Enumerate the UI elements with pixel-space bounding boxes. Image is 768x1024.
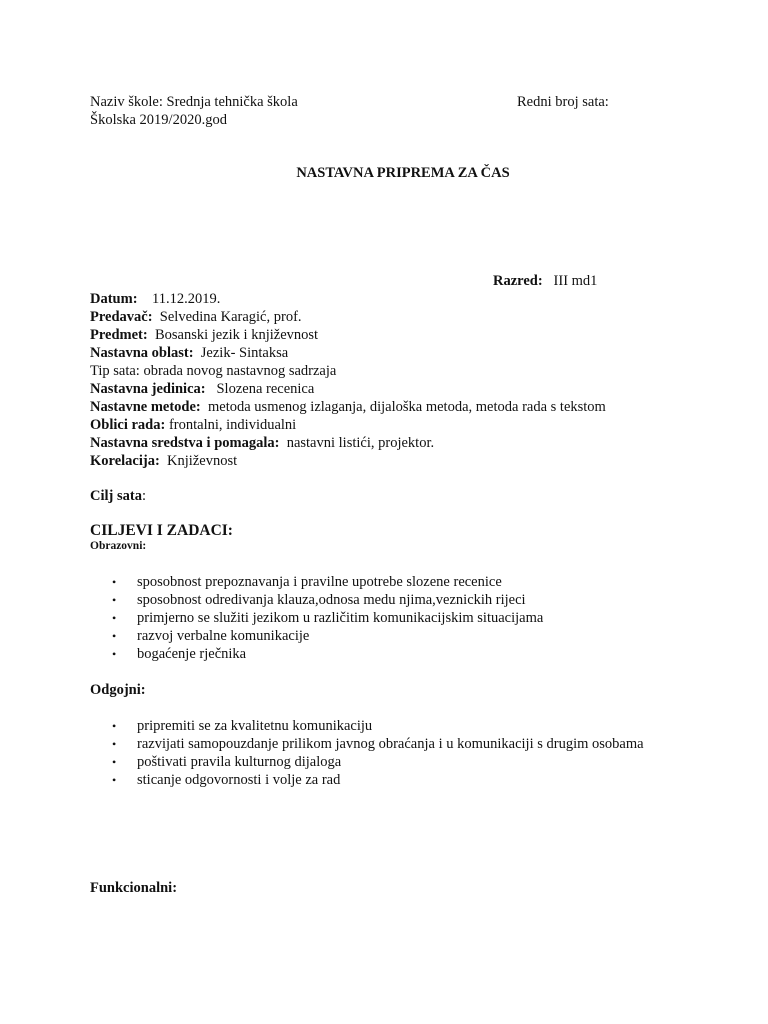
bullet-icon: • [112,647,117,661]
bullet-icon: • [112,629,117,643]
jedinica-label: Nastavna jedinica: [90,381,206,397]
korelacija-value: Književnost [167,453,238,469]
list-item-text: sticanje odgovornosti i volje za rad [137,772,341,788]
metode-line [90,398,606,416]
predmet-value: Bosanski jezik i književnost [154,327,319,343]
list-item-text: bogaćenje rječnika [137,646,247,662]
bullet-icon: • [112,755,117,769]
predavac-label: Predavač: [90,309,153,325]
datum-label: Datum: [90,291,138,307]
predavac-line [90,308,302,326]
list-item-text: sposobnost odredivanja klauza,odnosa medu njima,veznickih rijeci [137,592,526,608]
list-item-text: razvijati samopouzdanje prilikom javnog obraćanja i u komunikaciji s drugim osobama [137,736,644,752]
metode-value: metoda usmenog izlaganja, dijaloška metoda, metoda rada s tekstom [208,399,606,415]
school-name: Naziv škole: Srednja tehnička škola [90,94,298,110]
datum-value: 11.12.2019. [152,291,221,307]
metode-label: Nastavne metode: [90,399,201,415]
cilj-sata-colon: : [141,488,146,504]
list-item-text: pripremiti se za kvalitetnu komunikaciju [137,718,373,734]
oblici-value: frontalni, individualni [168,417,297,433]
bullet-icon: • [112,611,117,625]
odgojni-heading: Odgojni: [90,682,146,698]
predmet-label: Predmet: [90,327,148,343]
document-title: NASTAVNA PRIPREMA ZA ČAS [296,165,510,181]
oblast-line [90,344,288,362]
list-item-text: sposobnost prepoznavanja i pravilne upotrebe slozene recenice [137,574,502,590]
bullet-icon: • [112,593,117,607]
sredstva-label: Nastavna sredstva i pomagala: [90,435,280,451]
obrazovni-heading: Obrazovni: [90,540,147,552]
korelacija-label: Korelacija: [90,453,160,469]
bullet-icon: • [112,773,117,787]
razred-label: Razred: [493,273,543,289]
list-item-text: razvoj verbalne komunikacije [137,628,310,644]
tip-sata-line: Tip sata: obrada novog nastavnog sadrzaja [90,363,337,379]
sredstva-value: nastavni listići, projektor. [286,435,435,451]
predavac-value: Selvedina Karagić, prof. [159,309,302,325]
datum-line [90,290,220,308]
oblast-value: Jezik- Sintaksa [200,345,289,361]
lesson-number: Redni broj sata: [517,94,609,110]
oblast-label: Nastavna oblast: [90,345,194,361]
jedinica-line [90,380,314,398]
cilj-sata-label: Cilj sata [90,488,142,504]
bullet-icon: • [112,737,117,751]
list-item-text: poštivati pravila kulturnog dijaloga [137,754,342,770]
school-year: Školska 2019/2020.god [90,112,227,128]
bullet-icon: • [112,719,117,733]
razred-value: III md1 [553,273,598,289]
cilj-sata-line [90,487,146,505]
sredstva-line [90,434,434,452]
jedinica-value: Slozena recenica [216,381,315,397]
oblici-label: Oblici rada: [90,417,166,433]
razred-line [493,272,597,290]
funkcionalni-heading: Funkcionalni: [90,880,178,896]
bullet-icon: • [112,575,117,589]
ciljevi-heading: CILJEVI I ZADACI: [90,522,233,539]
list-item-text: primjerno se služiti jezikom u različitim komunikacijskim situacijama [137,610,544,626]
oblici-line [90,416,296,434]
korelacija-line [90,452,237,470]
predmet-line [90,326,318,344]
